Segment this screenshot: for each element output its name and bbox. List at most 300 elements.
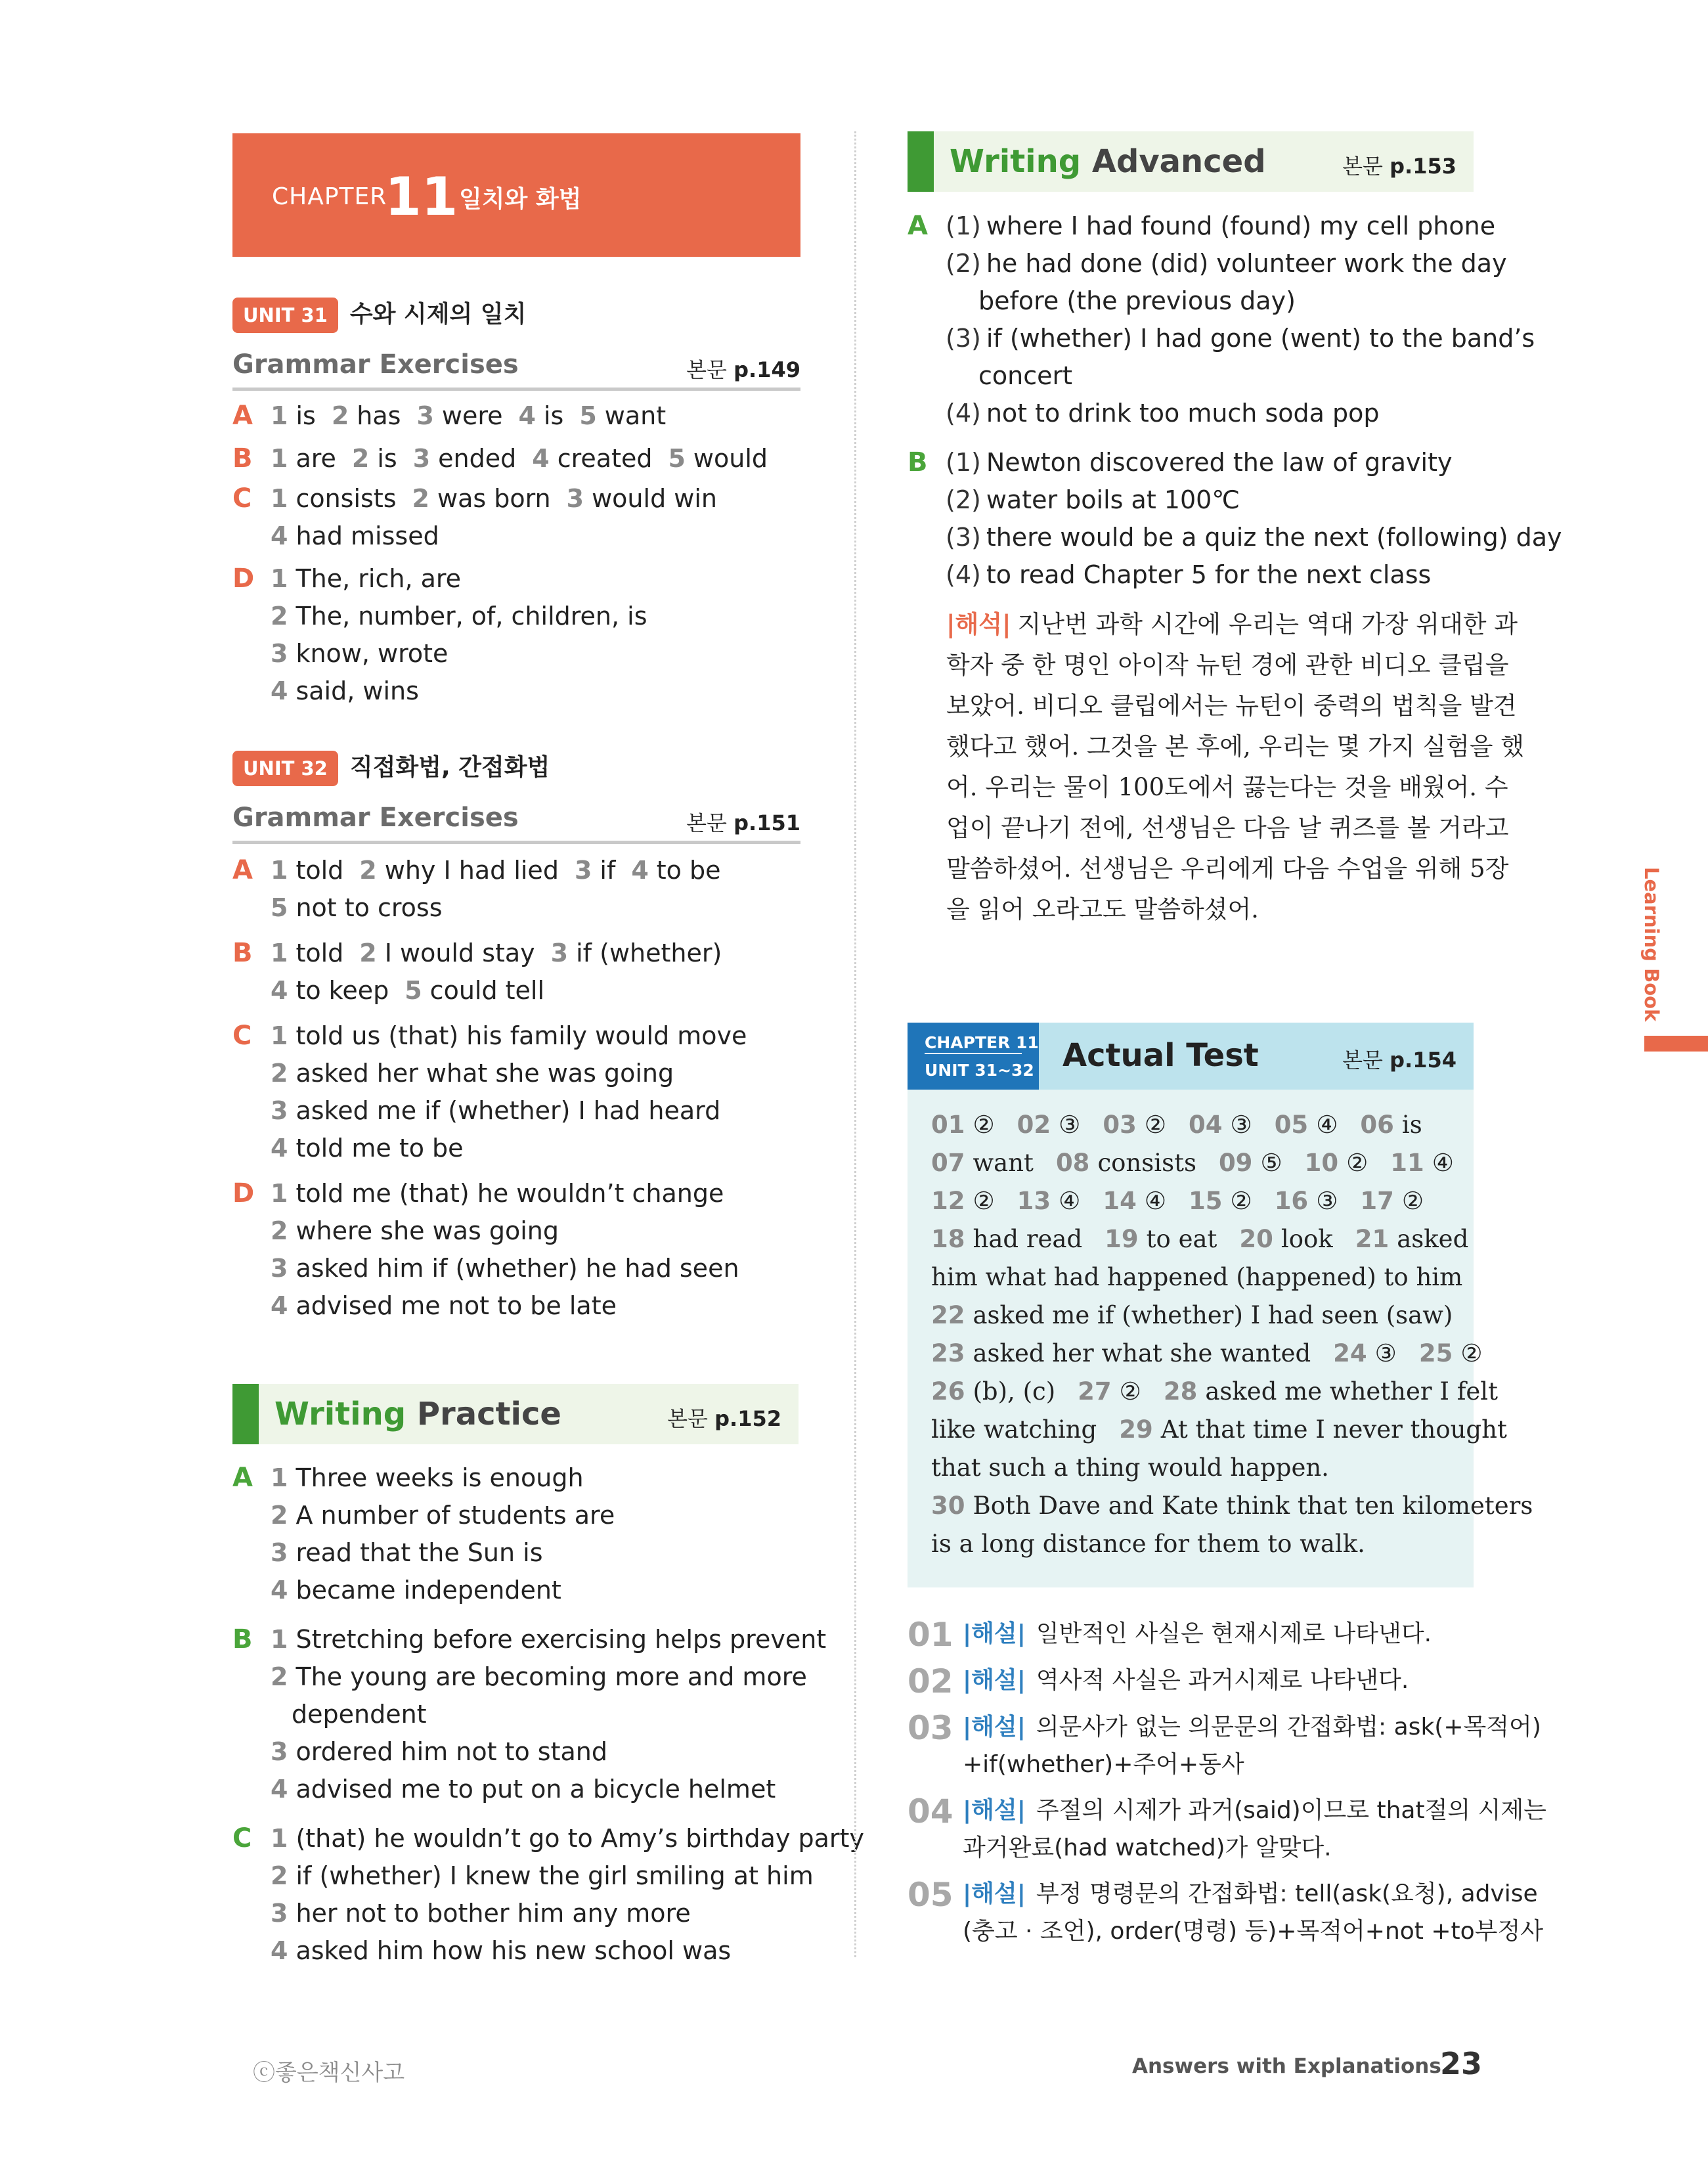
answer-number: 4 [271,676,288,705]
answer-lines [232,440,823,477]
answer-line [271,1055,823,1092]
translation-line [946,889,1524,930]
answer-number: 1 [271,1824,288,1853]
answer-item [946,361,1072,390]
answer-text: advised me not to be late [296,1291,617,1320]
explanation-line [908,1746,1485,1783]
answer-number: 2 [271,1059,288,1088]
answer-item [946,399,1380,428]
answer-text: to keep [296,976,389,1005]
answer-item [946,485,1240,514]
explanation-number: 03 [908,1709,953,1747]
question-number: 30 [931,1492,965,1520]
answer-number: 1 [271,401,288,430]
answer-item [519,401,564,430]
answer-line [271,889,823,927]
answer-lines [232,480,823,555]
actual-test-answers [931,1106,1555,1563]
answer-text: not to cross [296,893,443,922]
answer-item [271,1625,826,1654]
answer-line [946,245,1507,282]
answer-item [1360,1111,1422,1139]
section-marker [232,1384,259,1444]
answer-item [271,484,397,513]
answer-item [931,1263,1462,1291]
group-letter: D [232,564,255,594]
answer-text: concert [978,361,1073,390]
answer-text: Three weeks is enough [296,1463,584,1492]
question-number: 19 [1105,1225,1139,1253]
answer-text: consists [296,484,397,513]
answer-item [271,1538,543,1567]
question-number: 09 [1218,1149,1253,1177]
translation-line [946,808,1524,849]
answer-group [908,444,1562,594]
answer-number: 4 [271,1576,288,1605]
answer-line [946,395,1499,432]
explanation-label: |해설| [963,1797,1026,1824]
answer-item [1360,1187,1424,1215]
answer-text: told me (that) he wouldn’t change [296,1179,724,1208]
question-number: 18 [931,1225,965,1253]
group-letter: C [232,1021,252,1051]
answer-number: (3) [946,523,981,552]
answer-line [946,357,1499,395]
answer-text: there would be a quiz the next (following) day [986,523,1562,552]
answer-item [359,939,535,967]
answer-item [1056,1149,1196,1177]
group-letter: B [232,1624,253,1654]
answer-item [1164,1377,1498,1406]
page-reference: 본문 p.151 [686,810,800,835]
answer-text: told [296,856,344,885]
question-number: 07 [931,1149,965,1177]
answer-text: dependent [292,1700,427,1729]
answer-item [271,1775,776,1804]
answer-text: ③ [1316,1187,1338,1215]
answer-number: (1) [946,211,981,240]
question-number: 21 [1355,1225,1390,1253]
answer-number: 4 [271,1134,288,1163]
answer-item [1419,1339,1483,1367]
answer-item [271,1737,607,1766]
answer-text: is [1401,1111,1422,1139]
answer-line [271,480,823,518]
explanation-text: 역사적 사실은 과거시제로 나타낸다. [1036,1667,1409,1694]
answer-item [271,893,443,922]
explanation [908,1792,1546,1867]
answer-item [931,1453,1329,1482]
answer-text: told me to be [296,1134,464,1163]
answer-item [413,444,517,473]
section-title: Writing Practice [274,1396,561,1432]
explanation-label: |해설| [963,1667,1026,1694]
answer-item [271,401,316,430]
answer-item [352,444,397,473]
answer-text: is [296,401,316,430]
actual-test-head [908,1023,1474,1090]
answer-text: if (whether) [576,939,722,967]
answer-text: had read [973,1225,1083,1253]
answer-line [931,1487,1555,1525]
answer-text: The young are becoming more and more [296,1662,807,1691]
question-number: 04 [1189,1111,1223,1139]
answer-line [271,1534,823,1572]
explanation [908,1662,1485,1700]
answer-text: created [557,444,653,473]
answer-text: ② [1346,1149,1369,1177]
answer-line [271,440,823,477]
answer-group [232,1175,823,1325]
answer-group [232,935,823,1009]
explanation-line [908,1913,1544,1950]
question-number: 10 [1304,1149,1339,1177]
question-number: 05 [1274,1111,1309,1139]
answer-item [946,286,1296,315]
answer-line [931,1182,1555,1220]
answer-number: (2) [946,249,981,278]
answer-lines [232,1459,823,1609]
answer-text: The, rich, are [296,564,462,593]
unit32-heading [232,749,550,786]
answer-text: At that time I never thought [1160,1415,1507,1444]
answer-number: 5 [668,444,686,473]
answer-text: if (whether) I had gone (went) to the band’s [986,324,1535,353]
question-number: 08 [1055,1149,1090,1177]
answer-number: 5 [405,976,422,1005]
answer-line [271,635,823,673]
answer-item [271,639,448,668]
answer-item [1390,1149,1454,1177]
answer-number: 5 [271,893,288,922]
answer-text: where she was going [296,1216,559,1245]
answer-item [931,1111,995,1139]
answer-text: asked him if (whether) he had seen [296,1254,739,1283]
answer-text: ② [1144,1111,1167,1139]
translation-text: 보았어. 비디오 클립에서는 뉴턴이 중력의 법칙을 발견 [946,692,1517,720]
answer-number: 2 [271,602,288,631]
answer-item [946,560,1431,589]
answer-group [232,1621,827,1808]
answer-text: would [693,444,768,473]
translation-line [946,686,1524,726]
explanation-line [908,1662,1485,1700]
explanation-line [908,1830,1485,1867]
answer-item [931,1339,1311,1367]
answer-number: 4 [271,1775,288,1804]
answer-number: 2 [351,444,370,473]
explanation-label: |해설| [963,1880,1026,1907]
answer-number: 1 [271,1021,288,1050]
answer-number: 1 [271,564,288,593]
answer-line [931,1525,1555,1563]
question-number: 06 [1360,1111,1394,1139]
answer-text: ended [438,444,517,473]
answer-number: 1 [271,484,288,513]
answer-item [271,1824,864,1853]
answer-item [271,602,647,631]
answer-number: 1 [271,1179,288,1208]
answer-text: ④ [1059,1187,1081,1215]
answer-item [271,1059,674,1088]
answer-text: The, number, of, children, is [296,602,647,631]
answer-text: ② [1230,1187,1252,1215]
question-number: 22 [931,1301,965,1329]
section-title: Writing Advanced [950,143,1266,180]
answer-text: is [377,444,397,473]
answer-group [232,1459,823,1609]
translation-line [946,726,1524,767]
translation-line [946,849,1524,889]
answer-line [271,1130,823,1167]
question-number: 26 [931,1377,965,1406]
answer-line [271,1175,823,1212]
answer-number: 3 [416,401,434,430]
answer-text: to be [656,856,721,885]
answer-item [405,976,544,1005]
answer-item [946,448,1453,477]
answer-lines [232,1621,827,1808]
answer-item [532,444,652,473]
answer-text: ④ [1432,1149,1454,1177]
translation-text: 지난번 과학 시간에 우리는 역대 가장 위대한 과 [1017,610,1518,638]
answer-text: asked her what she was going [296,1059,674,1088]
answer-text: ③ [1374,1339,1397,1367]
answer-text: ② [973,1111,995,1139]
answer-item [271,856,343,885]
answer-text: want [604,401,667,430]
question-number: 28 [1163,1377,1198,1406]
answer-text: told us (that) his family would move [296,1021,747,1050]
answer-item [416,401,502,430]
chapter-unit-badge: CHAPTER 11 UNIT 31~32 [908,1023,1039,1090]
answer-group [232,480,823,555]
explanation-label: |해설| [963,1714,1026,1740]
answer-number: 2 [359,856,377,885]
answer-text: are [296,444,336,473]
answer-text: ④ [1144,1187,1167,1215]
answer-text: advised me to put on a bicycle helmet [296,1775,776,1804]
question-number: 12 [931,1187,965,1215]
answer-item [931,1149,1034,1177]
group-letter: D [232,1178,255,1208]
answer-line [931,1144,1555,1182]
answer-line [271,1572,823,1609]
answer-number: 2 [412,484,429,513]
answer-text: to read Chapter 5 for the next class [986,560,1432,589]
answer-line [931,1373,1555,1411]
answer-number: 4 [518,401,536,430]
answer-number: 4 [271,1291,288,1320]
answer-number: 3 [271,1737,288,1766]
answer-text: know, wrote [296,639,449,668]
answer-number: 1 [271,856,288,885]
answer-number: 3 [271,1254,288,1283]
answer-item [359,856,559,885]
answer-line [271,1287,823,1325]
answer-number: 3 [271,1899,288,1928]
answer-line [271,1857,823,1895]
answer-line [931,1106,1555,1144]
explanation-number: 04 [908,1792,953,1830]
answer-text: like watching [931,1415,1097,1444]
answer-text: him what had happened (happened) to him [931,1263,1463,1291]
explanation-line [908,1876,1538,1914]
answer-line [271,972,823,1009]
translation-line [946,645,1524,686]
answer-text: could tell [429,976,545,1005]
answer-item [931,1415,1097,1444]
answer-line [931,1258,1555,1297]
answer-line [946,481,1499,519]
answer-line [271,1895,823,1932]
answer-line [271,1820,864,1857]
answer-text: asked me if (whether) I had heard [296,1096,721,1125]
answer-lines [908,444,1562,594]
explanation-text: +if(whether)+주어+동사 [963,1751,1244,1778]
answer-text: ③ [1059,1111,1081,1139]
answer-text: told [296,939,344,967]
answer-line [931,1449,1555,1487]
answer-text: want [973,1149,1034,1177]
answer-number: 2 [359,939,377,967]
answer-line [946,320,1535,357]
answer-text: were [441,401,503,430]
writing-practice-answers [232,1459,864,1970]
unit-title: 직접화법, 간접화법 [349,754,550,781]
group-letter: B [232,443,253,474]
answer-item [1355,1225,1469,1253]
answer-text: he had done (did) volunteer work the day [986,249,1507,278]
translation-text: 을 읽어 오라고도 말씀하셨어. [946,895,1259,923]
answer-text: asked me whether I felt [1205,1377,1499,1406]
answer-item [946,523,1562,552]
question-number: 25 [1418,1339,1453,1367]
answer-line [271,1497,823,1534]
answer-text: was born [437,484,551,513]
explanation-number: 02 [908,1662,953,1700]
unit-badge: UNIT 31 [232,298,338,333]
answer-item [579,401,666,430]
explanations [908,1616,1546,1959]
answer-text: ② [1460,1339,1483,1367]
answer-item [271,1216,559,1245]
question-number: 16 [1274,1187,1309,1215]
answer-item [1103,1187,1166,1215]
question-number: 23 [931,1339,965,1367]
explanation-text: (충고 · 조언), order(명령) 등)+목적어+not +to부정사 [963,1918,1544,1945]
answer-item [271,1576,561,1605]
answer-text: that such a thing would happen. [931,1453,1329,1482]
group-letter: A [908,211,928,241]
answer-item [271,1291,617,1320]
explanation-text: 의문사가 없는 의문문의 간접화법: ask(+목적어) [1036,1714,1541,1740]
answer-item [567,484,717,513]
answer-item [1219,1149,1282,1177]
question-number: 13 [1017,1187,1051,1215]
answer-lines [232,1175,823,1325]
writing-advanced-answers [908,208,1562,594]
page-reference: 본문 p.149 [686,357,800,382]
answer-line [271,1696,823,1733]
side-tab-label: Learning Book [1640,867,1663,1022]
chapter-title: 일치와 화법 [459,186,582,213]
translation-text: 업이 끝나기 전에, 선생님은 다음 날 퀴즈를 볼 거라고 [946,814,1509,842]
answer-line [271,397,823,435]
answer-item [946,211,1495,240]
answer-line [271,518,823,555]
question-number: 01 [931,1111,965,1139]
translation-block [946,604,1524,930]
answer-text: if (whether) I knew the girl smiling at him [296,1861,814,1890]
explanation-text: 주절의 시제가 과거(said)이므로 that절의 시제는 [1036,1797,1546,1824]
chapter-header [232,133,800,257]
answer-line [271,1621,827,1658]
answer-number: 1 [271,1625,288,1654]
answer-text: before (the previous day) [978,286,1296,315]
answer-item [1105,1225,1217,1253]
answer-line [931,1297,1555,1335]
answer-text: had missed [296,521,439,550]
answer-number: 3 [271,1538,288,1567]
answer-item [1017,1111,1081,1139]
question-number: 29 [1119,1415,1153,1444]
section-marker [908,131,934,192]
page-reference: 본문 p.152 [667,1406,781,1431]
answer-line [946,519,1562,556]
explanation-text: 부정 명령문의 간접화법: tell(ask(요청), advise [1036,1880,1538,1907]
answer-item [271,1021,747,1050]
answer-number: (4) [946,560,981,589]
translation-label: |해석| [946,610,1011,638]
answer-text: if [600,856,616,885]
answer-number: 4 [631,856,649,885]
answer-group [232,560,823,710]
answer-text: (b), (c) [973,1377,1056,1406]
answer-item [271,1501,615,1530]
explanation-text: 과거완료(had watched)가 알맞다. [963,1834,1332,1861]
section-title: Grammar Exercises [232,803,519,833]
answer-lines [232,560,823,710]
answer-text: asked me if (whether) I had seen (saw) [973,1301,1453,1329]
page-reference: 본문 p.153 [1342,154,1456,179]
answer-item [931,1492,1533,1520]
answer-text: asked her what she wanted [973,1339,1311,1367]
explanation-line [908,1616,1485,1653]
answer-text: (that) he wouldn’t go to Amy’s birthday party [296,1824,864,1853]
answer-item [271,1134,464,1163]
answer-line [946,282,1499,320]
answer-item [271,1179,724,1208]
answer-item [931,1225,1082,1253]
group-letter: A [232,1463,253,1493]
answer-line [271,1092,823,1130]
page-number: 23 [1440,2046,1483,2081]
answer-number: 3 [271,1096,288,1125]
answer-line [271,1932,823,1970]
answer-lines [232,852,823,927]
answer-text: I would stay [384,939,535,967]
answer-number: (3) [946,324,981,353]
question-number: 02 [1017,1111,1051,1139]
group-letter: A [232,401,253,431]
chapter-label: CHAPTER [272,183,387,210]
answer-number: 2 [271,1861,288,1890]
answer-item [271,676,419,705]
group-letter: B [232,938,253,968]
answer-number: 2 [271,1662,288,1691]
answer-line [271,1459,823,1497]
